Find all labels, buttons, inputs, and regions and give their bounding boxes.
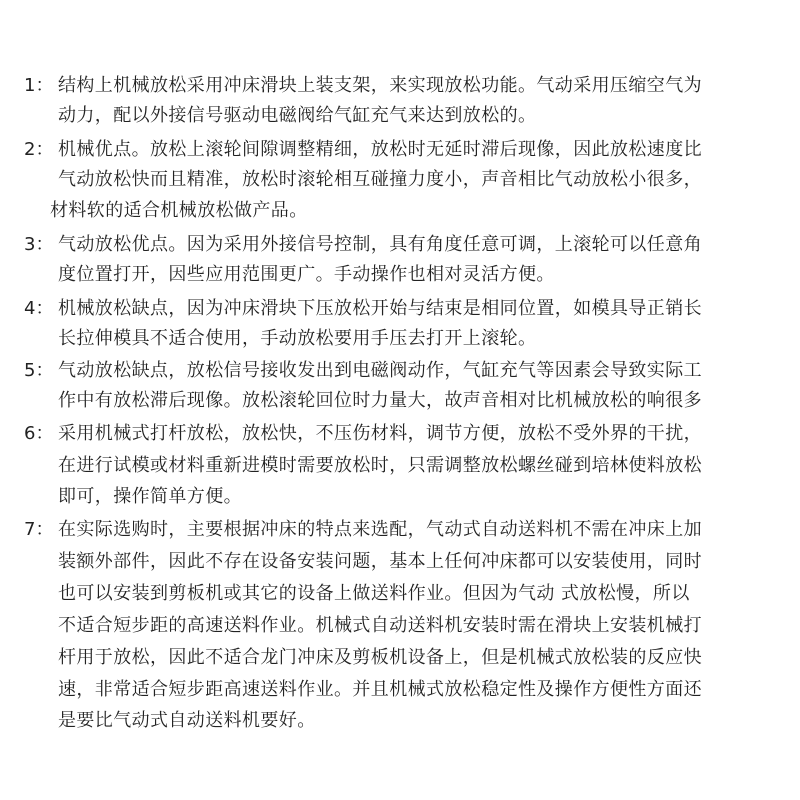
item-3-number: 3：: [24, 234, 54, 255]
item-6-number: 6：: [24, 423, 54, 444]
item-5-line-2: 作中有放松滞后现像。放松滚轮回位时力量大，故声音相对比机械放松的响很多: [58, 390, 702, 411]
item-3-line-2: 度位置打开，因些应用范围更广。手动操作也相对灵活方便。: [58, 264, 555, 285]
item-3-line-1: 气动放松优点。因为采用外接信号控制，具有角度任意可调，上滚轮可以任意角: [58, 234, 702, 255]
item-7-line-4: 不适合短步距的高速送料作业。机械式自动送料机安装时需在滑块上安装机械打: [58, 615, 702, 636]
item-6-line-2: 在进行试模或材料重新进模时需要放松时，只需调整放松螺丝碰到培林使料放松: [58, 455, 702, 476]
item-6-line-1: 采用机械式打杆放松，放松快，不压伤材料，调节方便，放松不受外界的干扰，: [58, 423, 702, 444]
item-7-line-5: 杆用于放松，因此不适合龙门冲床及剪板机设备上，但是机械式放松装的反应快: [58, 647, 702, 668]
item-7-number: 7：: [24, 519, 54, 540]
item-2-line-1: 机械优点。放松上滚轮间隙调整精细，放松时无延时滞后现像，因此放松速度比: [58, 139, 702, 160]
item-1-line-2: 动力，配以外接信号驱动电磁阀给气缸充气来达到放松的。: [58, 105, 537, 126]
item-2-line-2: 气动放松快而且精准，放松时滚轮相互碰撞力度小，声音相比气动放松小很多，: [58, 169, 702, 190]
item-1-line-1: 结构上机械放松采用冲床滑块上装支架，来实现放松功能。气动采用压缩空气为: [58, 75, 702, 96]
item-4-number: 4：: [24, 298, 54, 319]
item-7-line-7: 是要比气动式自动送料机要好。: [58, 710, 316, 731]
item-7-line-1: 在实际选购时，主要根据冲床的特点来选配，气动式自动送料机不需在冲床上加: [58, 519, 702, 540]
item-2-line-3: 材料软的适合机械放松做产品。: [50, 200, 308, 221]
item-5-number: 5：: [24, 360, 54, 381]
item-7-line-6: 速，非常适合短步距高速送料作业。并且机械式放松稳定性及操作方便性方面还: [58, 679, 702, 700]
item-7-line-3: 也可以安装到剪板机或其它的设备上做送料作业。但因为气动 式放松慢，所以: [58, 583, 690, 604]
item-1-number: 1：: [24, 75, 54, 96]
item-6-line-3: 即可，操作简单方便。: [58, 486, 242, 507]
item-5-line-1: 气动放松缺点，放松信号接收发出到电磁阀动作，气缸充气等因素会导致实际工: [58, 360, 702, 381]
item-4-line-2: 长拉伸模具不适合使用，手动放松要用手压去打开上滚轮。: [58, 328, 537, 349]
item-7-line-2: 装额外部件，因此不存在设备安装问题，基本上任何冲床都可以安装使用，同时: [58, 551, 702, 572]
item-4-line-1: 机械放松缺点，因为冲床滑块下压放松开始与结束是相同位置，如模具导正销长: [58, 298, 702, 319]
item-2-number: 2：: [24, 139, 54, 160]
